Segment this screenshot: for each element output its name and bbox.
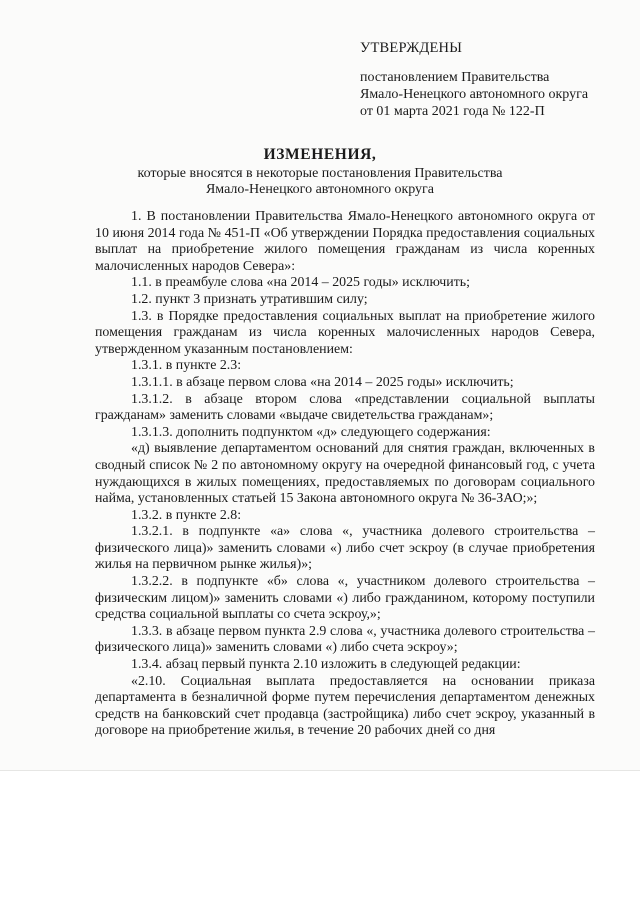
paragraph: 1.3.1.1. в абзаце первом слова «на 2014 – 2025 годы» исключить;: [131, 374, 514, 390]
paragraph: 1.3.2.2. в подпункте «б» слова «, участником долевого строительства – физическим лицом)» заменить словами «) либо гражданином, которому поступили средства социальной выплаты со счета эскроу,»;: [95, 574, 595, 623]
paragraph: «д) выявление департаментом оснований для снятия граждан, включенных в сводный список № 2 по автономному округу на очередной финансовый год, с учета нуждающихся в жилых помещениях, предоставляемых по договорам социального найма, установленных статьей 15 Закона автономного округа № 36-ЗАО;»;: [95, 441, 595, 507]
paragraph: 1.3.1.2. в абзаце втором слова «представлении социальной выплаты гражданам» заменить словами «выдаче свидетельства гражданам»;: [95, 391, 595, 424]
paragraph: 1.3.1. в пункте 2.3:: [131, 358, 242, 374]
heading-subtitle-1: которые вносятся в некоторые постановления Правительства: [137, 165, 503, 181]
paragraph: 1.3.2. в пункте 2.8:: [131, 507, 242, 523]
paragraph: 1. В постановлении Правительства Ямало-Ненецкого автономного округа от 10 июня 2014 года № 451-П «Об утверждении Порядка предоставления социальных выплат на приобретение жилого помещения гражданам из числа коренных малочисленных народов Севера»:: [95, 209, 595, 274]
document-body: [95, 209, 595, 740]
heading-title: ИЗМЕНЕНИЯ,: [263, 146, 377, 163]
paragraph: 1.2. пункт 3 признать утратившим силу;: [131, 291, 368, 307]
paragraph: 1.3.3. в абзаце первом пункта 2.9 слова «, участника долевого строительства – физического лица)» заменить словами «) либо счета эскроу»;: [95, 623, 595, 656]
paragraph: 1.3.1.3. дополнить подпунктом «д» следующего содержания:: [131, 424, 491, 440]
paragraph: 1.3.4. абзац первый пункта 2.10 изложить в следующей редакции:: [131, 657, 521, 673]
paragraph: 1.3.2.1. в подпункте «а» слова «, участника долевого строительства – физического лица)» заменить словами «) либо счет эскроу (в случае приобретения жилья на первичном рынке жилья)»;: [95, 524, 595, 573]
approval-title: УТВЕРЖДЕНЫ: [360, 40, 463, 56]
paragraph: «2.10. Социальная выплата предоставляется на основании приказа департамента в безналичной форме путем перечисления департаментом денежных средств на банковский счет продавца (застройщика) либо счет эскроу, указанный в договоре на приобретение жилья, в течение 20 рабочих дней со дня: [95, 673, 595, 739]
paragraph: 1.3. в Порядке предоставления социальных выплат на приобретение жилого помещения гражданам из числа коренных малочисленных народов Севера, утвержденном указанным постановлением:: [95, 308, 595, 357]
approval-line-1: постановлением Правительства: [360, 70, 550, 85]
approval-line-2: Ямало-Ненецкого автономного округа: [360, 87, 589, 102]
paragraph: 1.1. в преамбуле слова «на 2014 – 2025 годы» исключить;: [131, 275, 470, 291]
document-heading: [90, 147, 550, 199]
approval-line-3: от 01 марта 2021 года № 122-П: [360, 104, 545, 119]
heading-subtitle-2: Ямало-Ненецкого автономного округа: [205, 182, 435, 197]
approval-block: [360, 40, 620, 120]
